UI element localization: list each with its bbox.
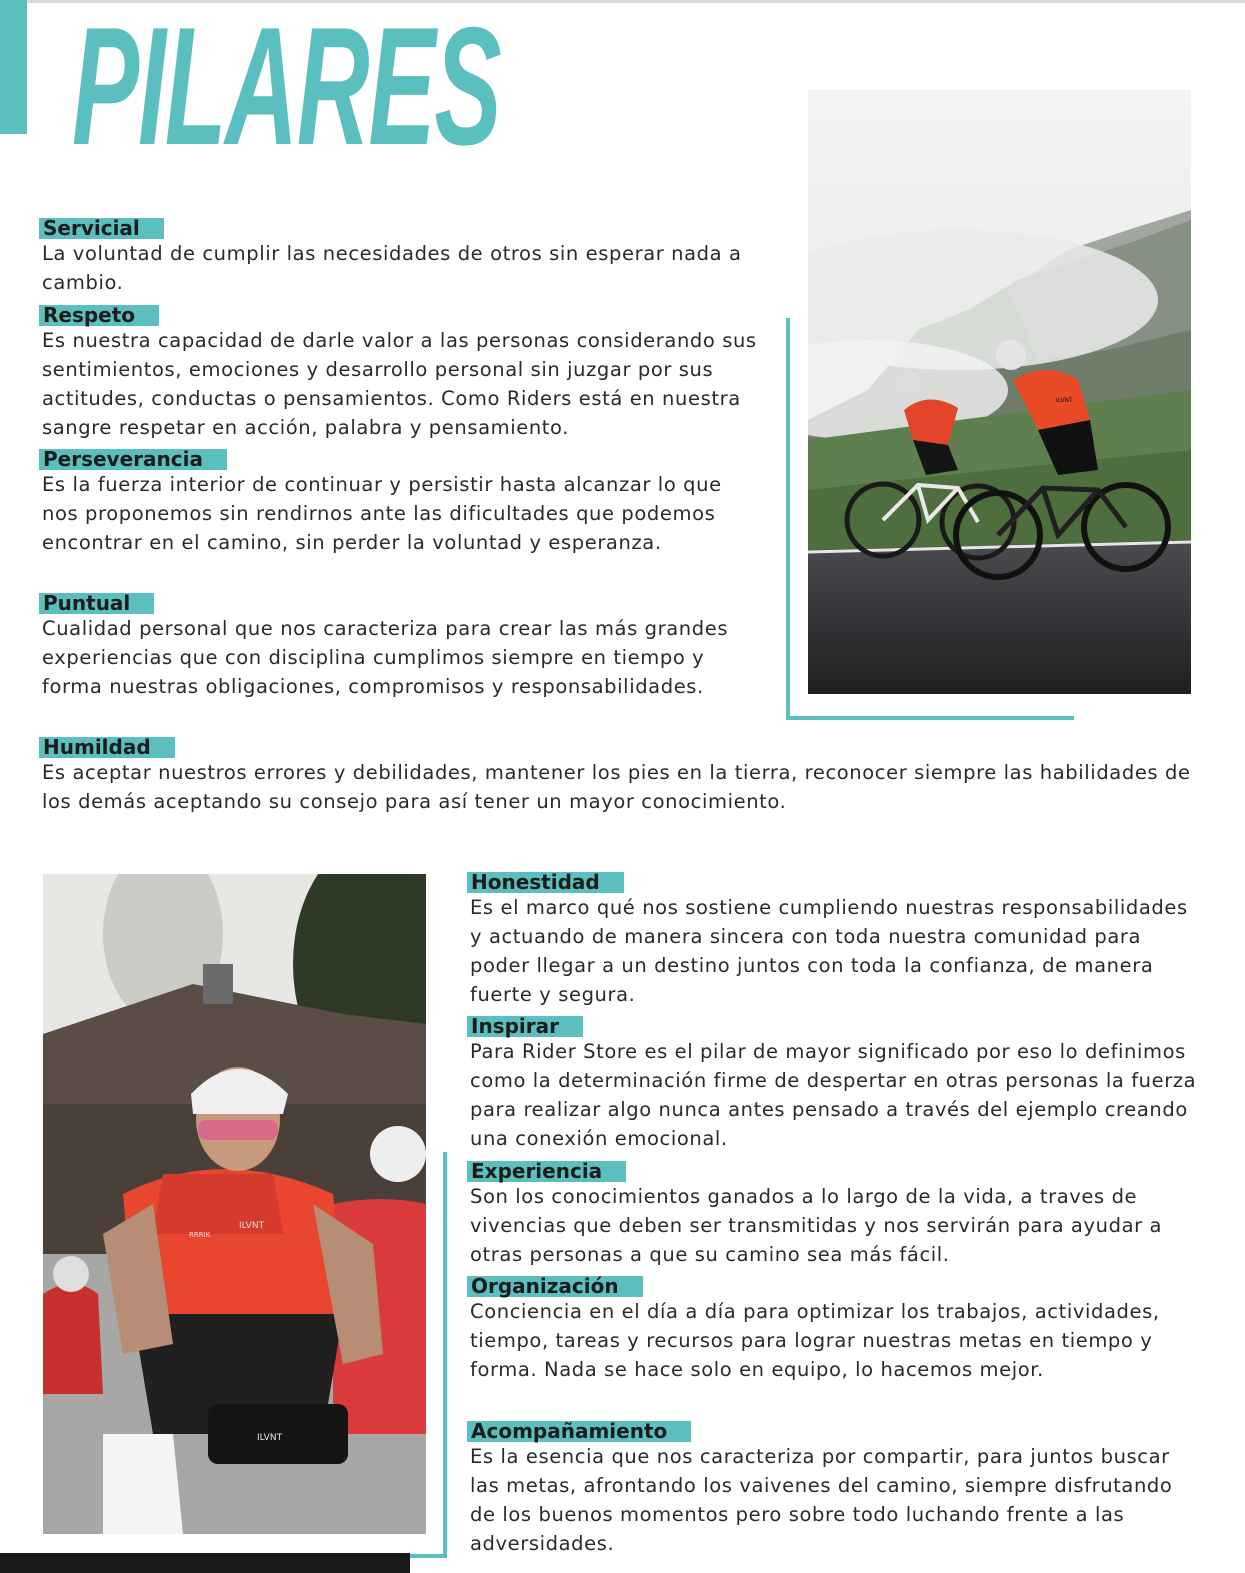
cyclists-mountain-illustration bbox=[808, 90, 1191, 694]
top-jersey-text: ILVNT bbox=[1056, 397, 1073, 404]
pillar-label: Respeto bbox=[39, 305, 159, 326]
pillar-description: Cualidad personal que nos caracteriza para crear las más grandes experiencias que con disciplina cumplimos siempre en tiempo y forma nuestras obligaciones, compromisos y responsabilidades. bbox=[42, 617, 729, 698]
pillar-perseverancia bbox=[42, 449, 764, 557]
pillar-description: Es la esencia que nos caracteriza por compartir, para juntos buscar las metas, afrontando los vaivenes del camino, siempre disfrutando de los buenos momentos pero sobre todo luchando frente a las adversidades. bbox=[470, 1445, 1173, 1555]
pillar-humildad bbox=[42, 737, 1212, 816]
pillar-description: Para Rider Store es el pilar de mayor significado por eso lo definimos como la determinación firme de despertar en otras personas la fuerza para realizar algo nunca antes pensado a través del ejemplo creando una conexión emocional. bbox=[470, 1040, 1197, 1150]
pillar-label: Honestidad bbox=[467, 872, 624, 893]
pillar-respeto bbox=[42, 305, 764, 442]
pillar-description: La voluntad de cumplir las necesidades de otros sin esperar nada a cambio. bbox=[42, 242, 742, 294]
pillar-puntual bbox=[42, 593, 764, 701]
pillar-experiencia bbox=[470, 1161, 1203, 1269]
photo-frame-bottom bbox=[786, 716, 1074, 720]
pillar-label: Acompañamiento bbox=[467, 1421, 691, 1442]
pillar-label: Puntual bbox=[39, 593, 154, 614]
bag-logo-text: ILVNT bbox=[257, 1433, 283, 1443]
bottom-band bbox=[0, 1553, 410, 1573]
pillar-description: Es el marco qué nos sostiene cumpliendo nuestras responsabilidades y actuando de manera sincera con toda nuestra comunidad para poder llegar a un destino juntos con toda la confianza, de manera fuerte y segura. bbox=[470, 896, 1188, 1006]
pillar-label: Organización bbox=[467, 1276, 643, 1297]
jersey-logo-text: ILVNT bbox=[239, 1221, 265, 1231]
pillar-description: Es nuestra capacidad de darle valor a las personas considerando sus sentimientos, emociones y desarrollo personal sin juzgar por sus actitudes, conductas o pensamientos. Como Riders está en nuestra sangre respetar en acción, palabra y pensamiento. bbox=[42, 329, 757, 439]
pillar-description: Es aceptar nuestros errores y debilidades, mantener los pies en la tierra, reconocer siempre las habilidades de los demás aceptando su consejo para así tener un mayor conocimiento. bbox=[42, 761, 1191, 813]
pillar-label: Experiencia bbox=[467, 1161, 626, 1182]
pillar-description: Es la fuerza interior de continuar y persistir hasta alcanzar lo que nos proponemos sin rendirnos ante las dificultades que podemos encontrar en el camino, sin perder la voluntad y esperanza. bbox=[42, 473, 722, 554]
jersey-side-text: RRRIK bbox=[189, 1231, 211, 1239]
cyclists-mountain-photo bbox=[808, 90, 1191, 694]
accent-bar bbox=[0, 0, 27, 134]
photo-frame-right bbox=[443, 1152, 447, 1557]
pillar-description: Conciencia en el día a día para optimizar los trabajos, actividades, tiempo, tareas y recursos para lograr nuestras metas en tiempo y forma. Nada se hace solo en equipo, lo hacemos mejor. bbox=[470, 1300, 1160, 1381]
pillar-label: Inspirar bbox=[467, 1016, 583, 1037]
pillar-servicial bbox=[42, 218, 764, 297]
pillar-honestidad bbox=[470, 872, 1203, 1009]
pillar-acompanamiento bbox=[470, 1421, 1203, 1558]
cyclist-portrait-photo bbox=[43, 874, 426, 1534]
pillar-description: Son los conocimientos ganados a lo largo de la vida, a traves de vivencias que deben ser transmitidas y nos servirán para ayudar a otras personas a que su camino sea más fácil. bbox=[470, 1185, 1163, 1266]
pillar-inspirar bbox=[470, 1016, 1203, 1153]
photo-frame-bottom-right bbox=[410, 1554, 447, 1558]
photo-frame-left bbox=[786, 318, 790, 720]
pillar-organizacion bbox=[470, 1276, 1203, 1384]
pillar-label: Servicial bbox=[39, 218, 164, 239]
page-title: PILARES bbox=[72, 0, 501, 180]
pillar-label: Humildad bbox=[39, 737, 175, 758]
pillar-label: Perseverancia bbox=[39, 449, 227, 470]
cyclist-portrait-illustration bbox=[43, 874, 426, 1534]
